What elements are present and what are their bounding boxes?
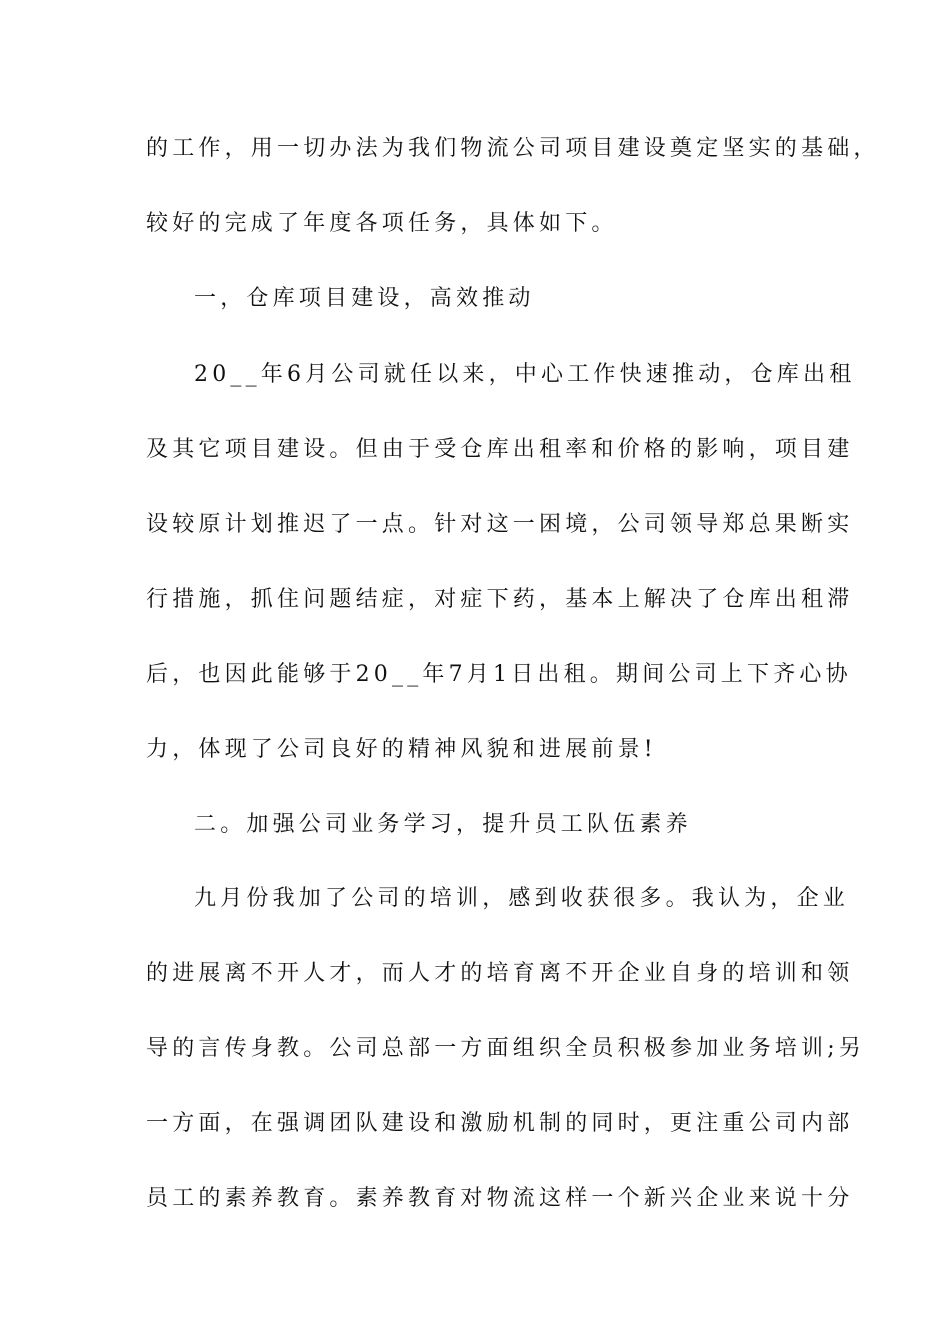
text-line: 及其它项目建设。但由于受仓库出租率和价格的影响，项目建 [146,437,854,462]
text-line: 导的言传身教。公司总部一方面组织全员积极参加业务培训;另 [146,1036,866,1061]
text-line: 一方面，在强调团队建设和激励机制的同时，更注重公司内部 [146,1111,854,1136]
text-line: 力，体现了公司良好的精神风貌和进展前景! [146,737,657,762]
text-line: 的工作，用一切办法为我们物流公司项目建设奠定坚实的基础， [146,136,880,161]
text-line: 较好的完成了年度各项任务，具体如下。 [146,211,618,236]
text-line: 20__年6月公司就任以来，中心工作快速推动，仓库出租 [194,362,856,387]
text-line: 设较原计划推迟了一点。针对这一困境，公司领导郑总果断实 [146,512,854,537]
section-heading: 二。加强公司业务学习，提升员工队伍素养 [194,812,692,837]
section-heading: 一，仓库项目建设，高效推动 [194,286,535,311]
text-line: 后，也因此能够于20__年7月1日出租。期间公司上下齐心协 [146,662,852,687]
text-line: 行措施，抓住问题结症，对症下药，基本上解决了仓库出租滞 [146,587,854,612]
text-line: 的进展离不开人才，而人才的培育离不开企业自身的培训和领 [146,961,854,986]
text-line: 员工的素养教育。素养教育对物流这样一个新兴企业来说十分 [146,1186,854,1211]
text-line: 九月份我加了公司的培训，感到收获很多。我认为，企业 [194,886,850,911]
